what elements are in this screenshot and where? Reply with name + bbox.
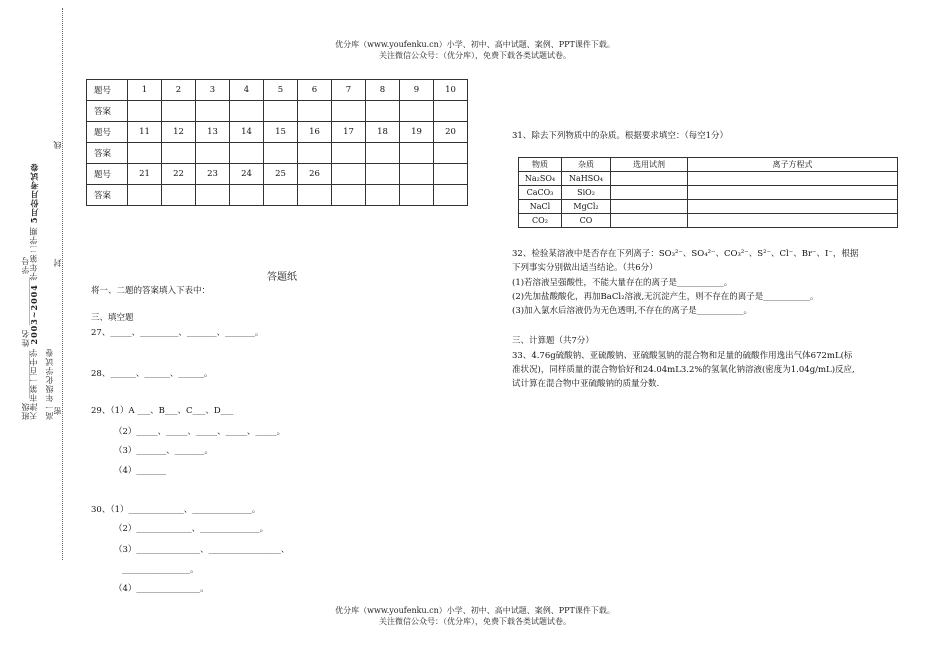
grid-question-number: 21	[128, 164, 162, 185]
grid-answer-cell[interactable]	[366, 101, 400, 122]
grid-question-number: 7	[332, 80, 366, 101]
grid-question-number: 6	[298, 80, 332, 101]
q31-reagent-cell[interactable]	[611, 186, 688, 200]
q31-substance: CaCO₃	[519, 186, 562, 200]
grid-question-number: 18	[366, 122, 400, 143]
q31-reagent-cell[interactable]	[611, 200, 688, 214]
exam-month: 5月份月考试卷	[29, 162, 39, 224]
q31-intro: 31、除去下列物质中的杂质。根据要求填空：（每空1分）	[512, 131, 728, 141]
grid-number-row	[87, 80, 468, 101]
q31-substance: Na₂SO₄	[519, 172, 562, 186]
grid-question-number: 15	[264, 122, 298, 143]
section-fill-blank: 三、填空题	[91, 313, 134, 323]
grid-label: 答案	[87, 101, 128, 122]
grid-label: 题号	[87, 80, 128, 101]
page-footer	[0, 605, 950, 627]
q31-header: 杂质	[562, 158, 611, 172]
grid-question-number: 3	[196, 80, 230, 101]
q30-part3-cont: ________________。	[122, 565, 199, 575]
seal-feng: 封	[53, 258, 62, 267]
q31-equation-cell[interactable]	[688, 172, 898, 186]
grid-label: 题号	[87, 122, 128, 143]
grid-answer-cell[interactable]	[366, 185, 400, 206]
q31-row	[519, 172, 898, 186]
q33-line1: 33、4.76g硫酸钠、亚硫酸钠、亚硫酸氢钠的混合物和足量的硫酸作用逸出气体672mL(标	[512, 351, 853, 361]
q27: 27、_____、_________、_______、_______。	[91, 328, 264, 338]
grid-answer-cell[interactable]	[162, 185, 196, 206]
grid-answer-cell[interactable]	[332, 185, 366, 206]
grid-answer-cell[interactable]	[230, 143, 264, 164]
grid-question-number: 20	[434, 122, 468, 143]
q31-row	[519, 214, 898, 228]
grid-question-number: 8	[366, 80, 400, 101]
school-year: 2003~2004	[29, 284, 39, 345]
grid-label: 题号	[87, 164, 128, 185]
grid-question-number: 17	[332, 122, 366, 143]
q32-line4: (2)先加盐酸酸化，再加BaCl₂溶液,无沉淀产生，则不存在的离子是___________。	[512, 292, 819, 302]
grid-question-number: 19	[400, 122, 434, 143]
grid-question-number: 5	[264, 80, 298, 101]
q31-substance: NaCl	[519, 200, 562, 214]
q31-header: 物质	[519, 158, 562, 172]
grid-answer-row	[87, 101, 468, 122]
grid-question-number: 23	[196, 164, 230, 185]
q29-part4: （4）_______	[114, 466, 167, 476]
grid-question-number	[332, 164, 366, 185]
footer-line-2: 关注微信公众号：（优分库），免费下载各类试题试卷。	[379, 617, 571, 626]
answer-grid	[86, 79, 468, 206]
grid-answer-cell[interactable]	[162, 101, 196, 122]
section-calc: 三、计算题（共7分）	[512, 336, 594, 346]
grid-answer-cell[interactable]	[128, 143, 162, 164]
footer-line-1: 优分库（www.youfenku.cn）小学、初中、高中试题、案例、PPT课件下载。	[335, 606, 615, 615]
page-header	[0, 39, 950, 61]
grid-question-number: 24	[230, 164, 264, 185]
q31-equation-cell[interactable]	[688, 186, 898, 200]
q32-line3: (1)若溶液呈强酸性，不能大量存在的离子是___________。	[512, 278, 733, 288]
grid-question-number: 12	[162, 122, 196, 143]
q31-row	[519, 200, 898, 214]
q32-line2: 下列事实分别做出适当结论。（共6分）	[512, 263, 658, 273]
q29-part3: （3）_______、_______。	[114, 446, 213, 456]
grid-answer-cell[interactable]	[196, 185, 230, 206]
grid-answer-cell[interactable]	[264, 143, 298, 164]
grid-label: 答案	[87, 143, 128, 164]
grid-answer-row	[87, 185, 468, 206]
grid-question-number: 26	[298, 164, 332, 185]
header-line-1: 优分库（www.youfenku.cn）小学、初中、高中试题、案例、PPT课件下载。	[335, 40, 615, 49]
q31-substance: CO₂	[519, 214, 562, 228]
grid-question-number	[400, 164, 434, 185]
grid-answer-cell[interactable]	[298, 143, 332, 164]
grid-answer-cell[interactable]	[434, 143, 468, 164]
grid-question-number: 14	[230, 122, 264, 143]
grid-answer-cell[interactable]	[332, 143, 366, 164]
grid-question-number: 1	[128, 80, 162, 101]
grid-answer-cell[interactable]	[400, 143, 434, 164]
q31-equation-cell[interactable]	[688, 214, 898, 228]
q31-reagent-cell[interactable]	[611, 172, 688, 186]
grid-answer-cell[interactable]	[298, 185, 332, 206]
grid-question-number: 10	[434, 80, 468, 101]
grid-question-number: 11	[128, 122, 162, 143]
grid-answer-cell[interactable]	[264, 101, 298, 122]
binding-grade-column	[44, 180, 55, 420]
grid-answer-cell[interactable]	[128, 101, 162, 122]
grid-label: 答案	[87, 185, 128, 206]
q31-header: 选用试剂	[611, 158, 688, 172]
sheet-title: 答题纸	[267, 272, 297, 283]
q31-equation-cell[interactable]	[688, 200, 898, 214]
grid-question-number	[366, 164, 400, 185]
q31-impurity: SiO₂	[562, 186, 611, 200]
grid-question-number: 25	[264, 164, 298, 185]
instruction: 将一、二题的答案填入下表中：	[91, 286, 211, 296]
q31-impurity: CO	[562, 214, 611, 228]
q29-part2: （2）_____、_____、_____、_____、_____。	[114, 427, 286, 437]
grid-answer-cell[interactable]	[400, 185, 434, 206]
grid-answer-cell[interactable]	[230, 185, 264, 206]
grid-question-number: 4	[230, 80, 264, 101]
q32-line5: (3)加入氯水后溶液仍为无色透明,不存在的离子是___________。	[512, 306, 752, 316]
grid-question-number: 13	[196, 122, 230, 143]
grid-question-number	[434, 164, 468, 185]
grid-answer-cell[interactable]	[400, 101, 434, 122]
grid-question-number: 2	[162, 80, 196, 101]
grid-answer-cell[interactable]	[264, 185, 298, 206]
grid-number-row	[87, 122, 468, 143]
q30-part1: 30、（1）_____________、______________。	[91, 505, 261, 515]
name-label: 姓名	[21, 328, 30, 347]
seal-mi: 密	[53, 406, 62, 415]
seal-xian: 线	[53, 140, 62, 149]
grid-answer-cell[interactable]	[434, 101, 468, 122]
grid-answer-cell[interactable]	[298, 101, 332, 122]
q31-impurity: NaHSO₄	[562, 172, 611, 186]
q31-reagent-cell[interactable]	[611, 214, 688, 228]
q29-part1: 29、（1）A ___、B___、C___、D___	[91, 406, 234, 416]
grid-question-number: 22	[162, 164, 196, 185]
q30-part2: （2）_____________、______________。	[114, 524, 269, 534]
grid-answer-cell[interactable]	[434, 185, 468, 206]
class-label: 班级	[21, 402, 30, 420]
school-term: 学年第二学期	[29, 226, 38, 281]
q31-header: 离子方程式	[688, 158, 898, 172]
q31-impurity: MgCl₂	[562, 200, 611, 214]
q31-row	[519, 186, 898, 200]
grid-answer-cell[interactable]	[332, 101, 366, 122]
grid-answer-row	[87, 143, 468, 164]
grade-label: 高一年级化学试卷	[45, 348, 54, 420]
grid-answer-cell[interactable]	[196, 101, 230, 122]
q32-line1: 32、检验某溶液中是否存在下列离子：SO₃²⁻、SO₄²⁻、CO₃²⁻、S²⁻、Cl⁻、Br⁻、I⁻，根据	[512, 249, 859, 259]
id-label: 学号	[21, 255, 30, 274]
q33-line3: 试计算在混合物中亚硫酸钠的质量分数.	[512, 379, 660, 389]
grid-answer-cell[interactable]	[196, 143, 230, 164]
grid-question-number: 9	[400, 80, 434, 101]
header-line-2: 关注微信公众号：（优分库），免费下载各类试题试卷。	[379, 51, 571, 60]
q30-part4: （4）_______________。	[114, 584, 209, 594]
school-name: 天津市第一百中学	[29, 348, 38, 420]
q31-table	[518, 157, 898, 228]
grid-answer-cell[interactable]	[128, 185, 162, 206]
binding-class-column: 班级 ____________ 姓名 ____________ 学号	[21, 255, 30, 420]
grid-answer-cell[interactable]	[162, 143, 196, 164]
q30-part3: （3）_______________、_________________、	[114, 545, 290, 555]
grid-answer-cell[interactable]	[230, 101, 264, 122]
q28: 28、______、______、______。	[91, 369, 213, 379]
grid-answer-cell[interactable]	[366, 143, 400, 164]
q33-line2: 准状况)，同样质量的混合物恰好和24.04mL3.2%的氢氧化钠溶液(密度为1.04g/mL)反应,	[512, 365, 855, 375]
grid-number-row	[87, 164, 468, 185]
binding-line	[62, 8, 63, 560]
grid-question-number: 16	[298, 122, 332, 143]
